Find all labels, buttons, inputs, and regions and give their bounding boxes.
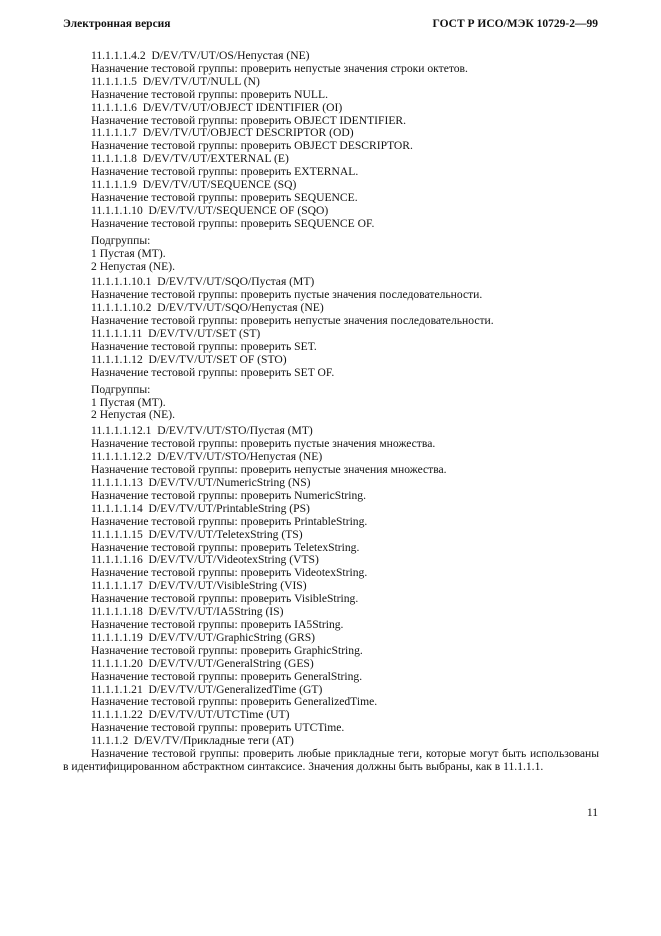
subgroup-item: 1 Пустая (MT). xyxy=(91,395,166,409)
section-number: 11.1.1.1.13 xyxy=(91,476,143,489)
section-number: 11.1.1.1.4.2 xyxy=(91,49,146,62)
section-description: Назначение тестовой группы: проверить GeneralizedTime. xyxy=(91,695,378,709)
subgroup-item: 1 Пустая (MT). xyxy=(91,246,166,260)
section-description: Назначение тестовой группы: проверить SET. xyxy=(91,339,317,353)
section-heading xyxy=(63,328,599,341)
page-number: 11 xyxy=(586,806,598,819)
page-header xyxy=(63,18,598,34)
section-number: 11.1.1.1.12.1 xyxy=(91,424,152,438)
section-number: 11.1.1.1.18 xyxy=(91,605,143,619)
section-number: 11.1.1.1.9 xyxy=(91,178,137,192)
section-description: Назначение тестовой группы: проверить IA5String. xyxy=(91,617,344,631)
section-description: Назначение тестовой группы: проверить SEQUENCE OF. xyxy=(91,216,375,230)
section-number: 11.1.1.1.15 xyxy=(91,527,143,541)
section-number: 11.1.1.1.17 xyxy=(91,579,143,593)
section-heading xyxy=(63,632,599,645)
section-title: D/EV/TV/UT/TeletexString (TS) xyxy=(148,527,303,541)
section-number: 11.1.1.1.20 xyxy=(91,656,143,670)
section-number: 11.1.1.1.12.2 xyxy=(91,450,152,464)
section-title: D/EV/TV/UT/NULL (N) xyxy=(142,74,260,88)
subgroups-label: Подгруппы: xyxy=(91,382,151,396)
section-number: 11.1.1.1.8 xyxy=(91,152,137,166)
subgroups-label: Подгруппы: xyxy=(91,233,151,247)
section-title: D/EV/TV/UT/GeneralString (GES) xyxy=(148,656,314,670)
section-number: 11.1.1.1.5 xyxy=(91,74,137,88)
section-description: Назначение тестовой группы: проверить VisibleString. xyxy=(91,592,359,606)
section-number: 11.1.1.1.19 xyxy=(91,630,143,644)
section-title: D/EV/TV/UT/OBJECT DESCRIPTOR (OD) xyxy=(142,126,354,140)
section-title: D/EV/TV/UT/VisibleString (VIS) xyxy=(148,579,307,593)
section-title: D/EV/TV/UT/OS/Непустая (NE) xyxy=(151,49,310,62)
section-title: D/EV/TV/Прикладные теги (AT) xyxy=(134,734,294,748)
section-title: D/EV/TV/UT/PrintableString (PS) xyxy=(148,501,310,515)
section-number: 11.1.1.1.6 xyxy=(91,100,137,114)
section-number: 11.1.1.2 xyxy=(91,734,129,748)
section-title: D/EV/TV/UT/STO/Непустая (NE) xyxy=(157,450,323,464)
section-title: D/EV/TV/UT/SQO/Непустая (NE) xyxy=(157,301,324,315)
section-description: Назначение тестовой группы: проверить VideotexString. xyxy=(91,566,368,580)
section-number: 11.1.1.1.10.1 xyxy=(91,275,152,289)
section-description: Назначение тестовой группы: проверить непустые значения множества. xyxy=(91,463,447,477)
subgroups-list-1 xyxy=(63,248,599,274)
section-description: Назначение тестовой группы: проверить EXTERNAL. xyxy=(91,165,359,179)
section-description: Назначение тестовой группы: проверить SET OF. xyxy=(91,365,335,379)
section-number: 11.1.1.1.14 xyxy=(91,501,143,515)
section-number: 11.1.1.1.16 xyxy=(91,553,143,567)
section-title: D/EV/TV/UT/SQO/Пустая (MT) xyxy=(157,275,315,289)
section-heading xyxy=(63,477,599,490)
section-description: Назначение тестовой группы: проверить PrintableString. xyxy=(91,514,368,528)
section-number: 11.1.1.1.7 xyxy=(91,126,137,140)
header-edition-label: Электронная версия xyxy=(63,18,171,30)
header-standard-number: ГОСТ Р ИСО/МЭК 10729-2—99 xyxy=(432,18,598,30)
section-description: Назначение тестовой группы: проверить GeneralString. xyxy=(91,669,363,683)
section-title: D/EV/TV/UT/VideotexString (VTS) xyxy=(148,553,319,567)
section-paragraph: Назначение тестовой группы: проверить любые прикладные теги, которые могут быть использованы в идентифицированном абстрактном синтаксисе. Значения должны быть выбраны, как в 11.1.1.1. xyxy=(63,747,599,773)
section-number: 11.1.1.1.10.2 xyxy=(91,301,152,315)
section-heading xyxy=(63,658,599,671)
section-title: D/EV/TV/UT/EXTERNAL (E) xyxy=(142,152,289,166)
section-title: D/EV/TV/UT/SET OF (STO) xyxy=(148,352,287,366)
section-number: 11.1.1.1.22 xyxy=(91,708,143,722)
document-body xyxy=(63,50,599,774)
section-number: 11.1.1.1.11 xyxy=(91,327,143,341)
section-description: Назначение тестовой группы: проверить UTCTime. xyxy=(91,721,345,735)
section-title: D/EV/TV/UT/GraphicString (GRS) xyxy=(148,630,316,644)
section-number: 11.1.1.1.12 xyxy=(91,352,143,366)
section-title: D/EV/TV/UT/NumericString (NS) xyxy=(148,476,311,489)
section-description: Назначение тестовой группы: проверить OBJECT IDENTIFIER. xyxy=(91,113,407,127)
section-description: Назначение тестовой группы: проверить TeletexString. xyxy=(91,540,360,554)
section-title: D/EV/TV/UT/SEQUENCE OF (SQO) xyxy=(148,203,329,217)
section-description: Назначение тестовой группы: проверить непустые значения последовательности. xyxy=(91,314,494,328)
section-description: Назначение тестовой группы: проверить пустые значения последовательности. xyxy=(91,288,483,302)
section-title: D/EV/TV/UT/STO/Пустая (MT) xyxy=(157,424,313,438)
subgroup-item: 2 Непустая (NE). xyxy=(91,408,176,422)
test-group-list-1 xyxy=(63,50,599,231)
subgroup-item: 2 Непустая (NE). xyxy=(91,259,176,273)
section-description: Назначение тестовой группы: проверить OBJECT DESCRIPTOR. xyxy=(91,139,413,153)
section-number: 11.1.1.1.10 xyxy=(91,203,143,217)
section-title: D/EV/TV/UT/OBJECT IDENTIFIER (OI) xyxy=(142,100,343,114)
section-heading xyxy=(63,76,599,89)
section-heading xyxy=(63,529,599,542)
section-description: Назначение тестовой группы: проверить NumericString. xyxy=(91,488,366,502)
test-group-list-2 xyxy=(63,276,599,379)
section-description: Назначение тестовой группы: проверить непустые значения строки октетов. xyxy=(91,61,468,75)
section-heading xyxy=(63,503,599,516)
section-description: Назначение тестовой группы: проверить NULL. xyxy=(91,87,328,101)
subgroups-list-2 xyxy=(63,397,599,423)
section-title: D/EV/TV/UT/GeneralizedTime (GT) xyxy=(148,682,323,696)
section-description: Назначение тестовой группы: проверить SEQUENCE. xyxy=(91,190,358,204)
section-title: D/EV/TV/UT/UTCTime (UT) xyxy=(148,708,290,722)
section-description: Назначение тестовой группы: проверить пустые значения множества. xyxy=(91,437,436,451)
section-description: Назначение тестовой группы: проверить GraphicString. xyxy=(91,643,363,657)
section-heading xyxy=(63,50,599,63)
test-group-list-3 xyxy=(63,425,599,735)
section-title: D/EV/TV/UT/SEQUENCE (SQ) xyxy=(142,178,297,192)
section-heading xyxy=(63,354,599,367)
section-number: 11.1.1.1.21 xyxy=(91,682,143,696)
section-title: D/EV/TV/UT/SET (ST) xyxy=(148,327,261,341)
section-title: D/EV/TV/UT/IA5String (IS) xyxy=(148,605,284,619)
section-heading xyxy=(63,205,599,218)
section-heading xyxy=(63,102,599,115)
